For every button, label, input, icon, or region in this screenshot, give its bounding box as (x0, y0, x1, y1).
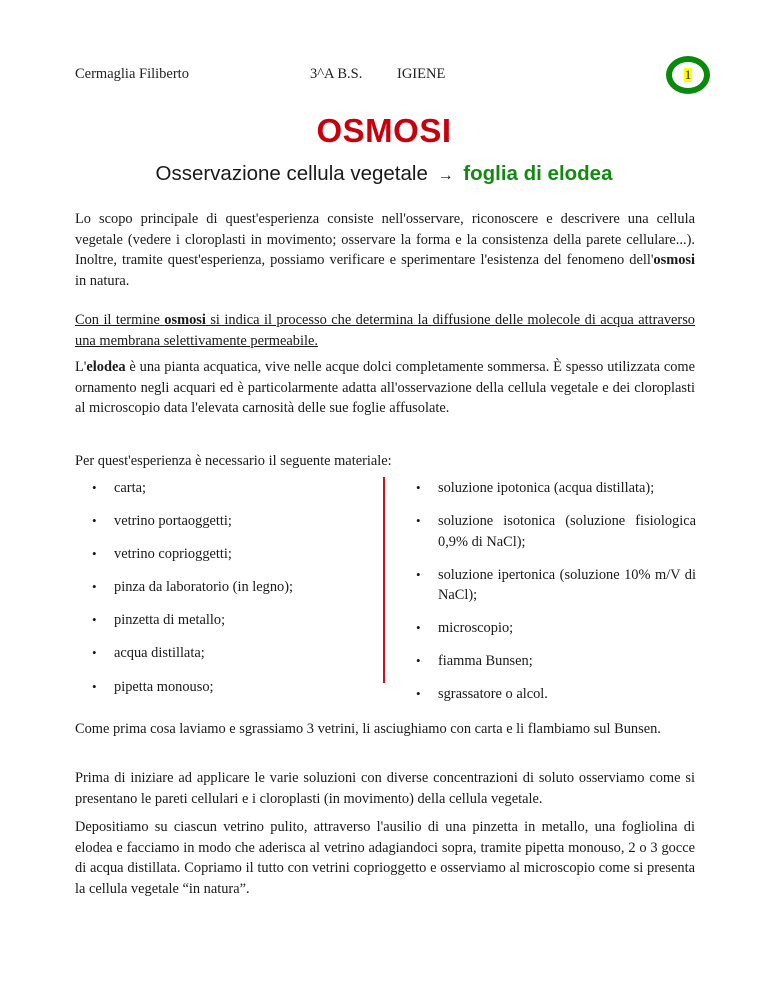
list-item: • vetrino coprioggetti; (76, 544, 376, 565)
list-item: • sgrassatore o alcol. (400, 684, 696, 705)
page-title: OSMOSI (316, 112, 452, 149)
intro-text-end: in natura. (75, 272, 130, 289)
header-class: 3^A B.S. (310, 66, 363, 82)
elodea-text: L' (75, 359, 87, 375)
definition-text-end: si indica il processo che determina la diffusione delle molecole di acqua attraverso una membrana selettivamente permeabile. (75, 312, 696, 349)
list-item: • vetrino portaoggetti; (76, 511, 376, 532)
materials-intro: Per quest'esperienza è necessario il seguente materiale: (75, 453, 392, 469)
list-item: • microscopio; (400, 618, 696, 639)
elodea-bold-term: elodea (86, 359, 126, 375)
header-subject: IGIENE (397, 66, 446, 82)
intro-bold-term: osmosi (653, 252, 695, 268)
materials-list-left (76, 478, 376, 710)
column-divider (383, 477, 385, 683)
intro-text: Lo scopo principale di quest'esperienza consiste nell'osservare, riconoscere e descrivere una cellula vegetale (vedere i cloroplasti in movimento; osservare la forma e la consistenza della parete cellulare...). Inoltre, tramite quest'esperienza, possiamo verificare e sperimentare l'esistenza del fenomeno dell' (75, 211, 695, 268)
list-item: • soluzione ipertonica (soluzione 10% m/V di NaCl); (400, 565, 696, 606)
elodea-text-end: è una pianta acquatica, vive nelle acque dolci completamente sommersa. È spesso utilizzata come ornamento negli acquari ed è particolarmente adatta all'osservazione della cellula vegetale e dei cloroplasti al microscopio data l'elevata carnosità delle sue foglie affusolate. (75, 359, 695, 416)
list-item: • soluzione isotonica (soluzione fisiologica 0,9% di NaCl); (400, 511, 696, 552)
list-item: • pinzetta di metallo; (76, 610, 376, 631)
list-item: • pinza da laboratorio (in legno); (76, 577, 376, 598)
procedure-step-3: Depositiamo su ciascun vetrino pulito, attraverso l'ausilio di una pinzetta in metallo, una fogliolina di elodea e facciamo in modo che aderisca al vetrino adagiandoci sopra, tramite pipetta monouso, 2 o 3 gocce di acqua distillata. Copriamo il tutto con vetrini coprioggetto e osserviamo al microscopio come si presenta la cellula vegetale “in natura”. (75, 819, 695, 897)
page-number-badge (666, 56, 710, 94)
subtitle-prefix: Osservazione cellula vegetale (155, 162, 428, 185)
intro-paragraph (75, 209, 695, 291)
procedure-step-1: Come prima cosa laviamo e sgrassiamo 3 vetrini, li asciughiamo con carta e li flambiamo sul Bunsen. (75, 721, 661, 737)
list-item: • soluzione ipotonica (acqua distillata); (400, 478, 696, 499)
subtitle-accent: foglia di elodea (463, 162, 613, 185)
arrow-right-icon: → (437, 167, 454, 184)
list-item: • acqua distillata; (76, 643, 376, 664)
definition-paragraph (75, 310, 695, 351)
list-item: • carta; (76, 478, 376, 499)
page-number: 1 (684, 67, 692, 82)
definition-bold-term: osmosi (164, 312, 206, 328)
materials-list-right (400, 478, 696, 717)
definition-text: Con il termine (75, 312, 165, 328)
elodea-paragraph (75, 357, 695, 419)
list-item: • pipetta monouso; (76, 677, 376, 698)
procedure-step-2: Prima di iniziare ad applicare le varie soluzioni con diverse concentrazioni di soluto osserviamo come si presentano le pareti cellulari e i cloroplasti (in movimento) della cellula vegetale. (75, 770, 695, 807)
list-item: • fiamma Bunsen; (400, 651, 696, 672)
page-subtitle (0, 162, 768, 186)
header-author: Cermaglia Filiberto (75, 66, 189, 82)
